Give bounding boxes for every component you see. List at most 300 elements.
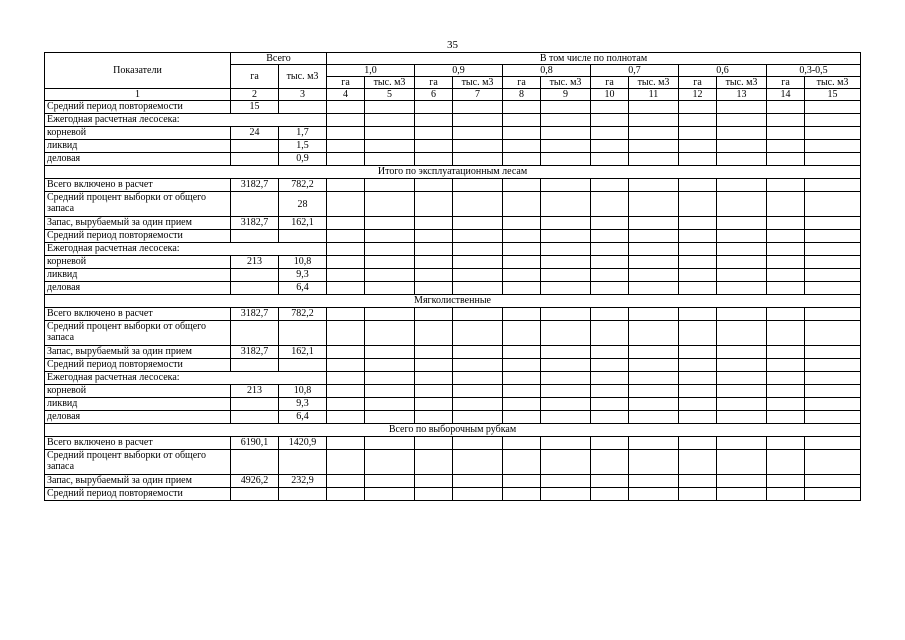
empty-cell (717, 114, 767, 127)
empty-cell (415, 192, 453, 217)
empty-cell (327, 359, 365, 372)
empty-cell (629, 192, 679, 217)
empty-cell (541, 372, 591, 385)
empty-cell (541, 269, 591, 282)
empty-cell (365, 217, 415, 230)
header-density: 0,3-0,5 (767, 65, 861, 77)
empty-cell (365, 437, 415, 450)
empty-cell (591, 475, 629, 488)
empty-cell (503, 359, 541, 372)
empty-cell (629, 359, 679, 372)
section-title: Мягколиственные (45, 295, 861, 308)
empty-cell (679, 346, 717, 359)
empty-cell (679, 269, 717, 282)
empty-cell (503, 140, 541, 153)
total-ha-cell: 213 (231, 256, 279, 269)
table-row (45, 217, 861, 230)
empty-cell (591, 359, 629, 372)
empty-cell (629, 230, 679, 243)
empty-cell (365, 127, 415, 140)
empty-cell (767, 179, 805, 192)
empty-cell (503, 192, 541, 217)
total-m3-cell: 162,1 (279, 346, 327, 359)
table-row (45, 346, 861, 359)
empty-cell (805, 101, 861, 114)
empty-cell (805, 192, 861, 217)
forest-harvest-table (44, 52, 861, 501)
empty-cell (629, 321, 679, 346)
empty-cell (541, 179, 591, 192)
empty-cell (591, 230, 629, 243)
table-row (45, 321, 861, 346)
empty-cell (679, 450, 717, 475)
empty-cell (717, 346, 767, 359)
empty-cell (541, 282, 591, 295)
total-m3-cell (279, 321, 327, 346)
empty-cell (717, 398, 767, 411)
empty-cell (365, 308, 415, 321)
empty-cell (717, 153, 767, 166)
column-number: 1 (45, 89, 231, 101)
empty-cell (717, 488, 767, 501)
empty-cell (629, 127, 679, 140)
empty-cell (629, 282, 679, 295)
column-number: 13 (717, 89, 767, 101)
empty-cell (629, 450, 679, 475)
empty-cell (717, 475, 767, 488)
empty-cell (327, 321, 365, 346)
empty-cell (503, 385, 541, 398)
empty-cell (767, 217, 805, 230)
column-number: 9 (541, 89, 591, 101)
empty-cell (767, 372, 805, 385)
empty-cell (591, 346, 629, 359)
empty-cell (805, 256, 861, 269)
empty-cell (767, 127, 805, 140)
header-density: 0,8 (503, 65, 591, 77)
empty-cell (767, 488, 805, 501)
empty-cell (541, 192, 591, 217)
empty-cell (767, 282, 805, 295)
empty-cell (629, 372, 679, 385)
row-label: Средний процент выборки от общего запаса (45, 321, 231, 346)
header-unit-m3: тыс. м3 (453, 77, 503, 89)
header-unit-ha: га (679, 77, 717, 89)
empty-cell (805, 411, 861, 424)
empty-cell (415, 359, 453, 372)
total-ha-cell: 4926,2 (231, 475, 279, 488)
total-m3-cell: 28 (279, 192, 327, 217)
empty-cell (805, 153, 861, 166)
empty-cell (365, 488, 415, 501)
total-ha-cell (231, 282, 279, 295)
total-m3-cell (279, 230, 327, 243)
row-label: Средний процент выборки от общего запаса (45, 192, 231, 217)
empty-cell (453, 127, 503, 140)
empty-cell (629, 140, 679, 153)
empty-cell (365, 140, 415, 153)
empty-cell (591, 179, 629, 192)
empty-cell (415, 230, 453, 243)
row-label: Средний процент выборки от общего запаса (45, 450, 231, 475)
table-row (45, 437, 861, 450)
empty-cell (679, 179, 717, 192)
empty-cell (767, 321, 805, 346)
total-ha-cell (231, 140, 279, 153)
empty-cell (503, 217, 541, 230)
empty-cell (805, 372, 861, 385)
empty-cell (629, 101, 679, 114)
empty-cell (679, 114, 717, 127)
empty-cell (679, 488, 717, 501)
empty-cell (503, 308, 541, 321)
header-density: 1,0 (327, 65, 415, 77)
empty-cell (453, 450, 503, 475)
table-row (45, 372, 861, 385)
empty-cell (415, 101, 453, 114)
header-unit-m3: тыс. м3 (805, 77, 861, 89)
empty-cell (327, 269, 365, 282)
empty-cell (453, 269, 503, 282)
table-row (45, 192, 861, 217)
total-m3-cell: 162,1 (279, 217, 327, 230)
empty-cell (415, 437, 453, 450)
table-row (45, 140, 861, 153)
empty-cell (591, 450, 629, 475)
empty-cell (629, 114, 679, 127)
section-title: Итого по эксплуатационным лесам (45, 166, 861, 179)
empty-cell (591, 101, 629, 114)
empty-cell (679, 243, 717, 256)
empty-cell (503, 437, 541, 450)
total-m3-cell (279, 359, 327, 372)
empty-cell (503, 230, 541, 243)
empty-cell (591, 269, 629, 282)
header-density: 0,6 (679, 65, 767, 77)
row-label: корневой (45, 385, 231, 398)
empty-cell (365, 385, 415, 398)
empty-cell (717, 256, 767, 269)
empty-cell (327, 437, 365, 450)
empty-cell (541, 230, 591, 243)
empty-cell (503, 243, 541, 256)
empty-cell (365, 269, 415, 282)
empty-cell (453, 140, 503, 153)
empty-cell (679, 282, 717, 295)
empty-cell (365, 475, 415, 488)
total-ha-cell (231, 269, 279, 282)
header-total-m3: тыс. м3 (279, 65, 327, 89)
empty-cell (541, 411, 591, 424)
row-label: Всего включено в расчет (45, 437, 231, 450)
empty-cell (717, 282, 767, 295)
empty-cell (415, 372, 453, 385)
total-ha-cell (231, 450, 279, 475)
column-number: 10 (591, 89, 629, 101)
empty-cell (415, 346, 453, 359)
row-label: деловая (45, 411, 231, 424)
empty-cell (629, 346, 679, 359)
empty-cell (541, 114, 591, 127)
empty-cell (767, 243, 805, 256)
empty-cell (541, 488, 591, 501)
table-row (45, 475, 861, 488)
empty-cell (591, 308, 629, 321)
empty-cell (805, 243, 861, 256)
empty-cell (453, 308, 503, 321)
empty-cell (717, 192, 767, 217)
header-unit-ha: га (415, 77, 453, 89)
total-ha-cell: 213 (231, 385, 279, 398)
empty-cell (327, 256, 365, 269)
empty-cell (365, 282, 415, 295)
empty-cell (453, 488, 503, 501)
empty-cell (415, 321, 453, 346)
empty-cell (453, 192, 503, 217)
empty-cell (805, 346, 861, 359)
empty-cell (591, 153, 629, 166)
empty-cell (327, 488, 365, 501)
table-row (45, 269, 861, 282)
row-label: Запас, вырубаемый за один прием (45, 217, 231, 230)
empty-cell (767, 308, 805, 321)
empty-cell (591, 398, 629, 411)
empty-cell (629, 308, 679, 321)
header-unit-ha: га (767, 77, 805, 89)
total-m3-cell: 1420,9 (279, 437, 327, 450)
empty-cell (591, 385, 629, 398)
empty-cell (679, 372, 717, 385)
empty-cell (767, 269, 805, 282)
header-total-ha: га (231, 65, 279, 89)
empty-cell (679, 475, 717, 488)
table-row (45, 230, 861, 243)
table-row (45, 256, 861, 269)
total-m3-cell (279, 101, 327, 114)
empty-cell (767, 450, 805, 475)
empty-cell (717, 359, 767, 372)
empty-cell (503, 153, 541, 166)
empty-cell (805, 475, 861, 488)
empty-cell (453, 114, 503, 127)
empty-cell (503, 346, 541, 359)
empty-cell (503, 179, 541, 192)
row-label: Средний период повторяемости (45, 101, 231, 114)
empty-cell (327, 114, 365, 127)
empty-cell (453, 256, 503, 269)
total-ha-cell (231, 230, 279, 243)
table-row (45, 359, 861, 372)
empty-cell (767, 411, 805, 424)
row-label: ликвид (45, 398, 231, 411)
empty-cell (327, 101, 365, 114)
section-row (45, 295, 861, 308)
empty-cell (805, 269, 861, 282)
empty-cell (327, 398, 365, 411)
empty-cell (717, 140, 767, 153)
empty-cell (365, 398, 415, 411)
empty-cell (503, 114, 541, 127)
row-label: Всего включено в расчет (45, 308, 231, 321)
empty-cell (679, 256, 717, 269)
empty-cell (591, 437, 629, 450)
empty-cell (415, 308, 453, 321)
row-label: Ежегодная расчетная лесосека: (45, 243, 327, 256)
total-m3-cell: 782,2 (279, 308, 327, 321)
column-number: 12 (679, 89, 717, 101)
empty-cell (415, 282, 453, 295)
empty-cell (453, 372, 503, 385)
table-row (45, 488, 861, 501)
empty-cell (327, 230, 365, 243)
header-unit-ha: га (327, 77, 365, 89)
empty-cell (453, 437, 503, 450)
empty-cell (327, 127, 365, 140)
empty-cell (365, 153, 415, 166)
table-row (45, 114, 861, 127)
empty-cell (805, 140, 861, 153)
column-number: 7 (453, 89, 503, 101)
empty-cell (541, 243, 591, 256)
empty-cell (541, 217, 591, 230)
empty-cell (629, 153, 679, 166)
header-unit-m3: тыс. м3 (541, 77, 591, 89)
empty-cell (629, 269, 679, 282)
empty-cell (805, 179, 861, 192)
row-label: Средний период повторяемости (45, 230, 231, 243)
row-label: Запас, вырубаемый за один прием (45, 346, 231, 359)
empty-cell (805, 359, 861, 372)
empty-cell (453, 398, 503, 411)
empty-cell (415, 411, 453, 424)
empty-cell (365, 411, 415, 424)
empty-cell (717, 243, 767, 256)
empty-cell (591, 243, 629, 256)
row-label: Ежегодная расчетная лесосека: (45, 372, 327, 385)
header-unit-m3: тыс. м3 (365, 77, 415, 89)
empty-cell (365, 372, 415, 385)
total-ha-cell (231, 398, 279, 411)
empty-cell (767, 192, 805, 217)
empty-cell (503, 475, 541, 488)
row-label: корневой (45, 256, 231, 269)
empty-cell (327, 217, 365, 230)
empty-cell (415, 269, 453, 282)
empty-cell (541, 153, 591, 166)
empty-cell (679, 153, 717, 166)
empty-cell (717, 127, 767, 140)
empty-cell (503, 488, 541, 501)
row-label: деловая (45, 282, 231, 295)
empty-cell (415, 256, 453, 269)
header-unit-m3: тыс. м3 (629, 77, 679, 89)
table-row (45, 243, 861, 256)
empty-cell (717, 385, 767, 398)
total-m3-cell: 1,7 (279, 127, 327, 140)
section-row (45, 166, 861, 179)
empty-cell (453, 243, 503, 256)
empty-cell (591, 488, 629, 501)
empty-cell (717, 450, 767, 475)
total-m3-cell: 10,8 (279, 256, 327, 269)
empty-cell (541, 475, 591, 488)
empty-cell (679, 411, 717, 424)
empty-cell (453, 282, 503, 295)
header-indicator: Показатели (45, 53, 231, 89)
total-m3-cell: 6,4 (279, 282, 327, 295)
empty-cell (327, 282, 365, 295)
total-ha-cell (231, 153, 279, 166)
empty-cell (629, 475, 679, 488)
empty-cell (453, 179, 503, 192)
total-m3-cell: 232,9 (279, 475, 327, 488)
empty-cell (767, 475, 805, 488)
empty-cell (805, 308, 861, 321)
table-row (45, 398, 861, 411)
empty-cell (327, 308, 365, 321)
empty-cell (503, 450, 541, 475)
total-ha-cell: 15 (231, 101, 279, 114)
empty-cell (591, 192, 629, 217)
empty-cell (503, 398, 541, 411)
empty-cell (453, 385, 503, 398)
row-label: корневой (45, 127, 231, 140)
empty-cell (365, 450, 415, 475)
empty-cell (717, 269, 767, 282)
empty-cell (327, 243, 365, 256)
empty-cell (541, 321, 591, 346)
empty-cell (453, 321, 503, 346)
total-ha-cell (231, 321, 279, 346)
empty-cell (805, 217, 861, 230)
table-row (45, 153, 861, 166)
empty-cell (679, 217, 717, 230)
total-ha-cell: 3182,7 (231, 179, 279, 192)
empty-cell (805, 127, 861, 140)
empty-cell (415, 488, 453, 501)
empty-cell (327, 153, 365, 166)
empty-cell (327, 179, 365, 192)
column-number: 3 (279, 89, 327, 101)
empty-cell (767, 346, 805, 359)
row-label: ликвид (45, 269, 231, 282)
column-number: 2 (231, 89, 279, 101)
empty-cell (805, 450, 861, 475)
table-row (45, 179, 861, 192)
empty-cell (327, 385, 365, 398)
row-label: Средний период повторяемости (45, 359, 231, 372)
table-row (45, 308, 861, 321)
empty-cell (365, 179, 415, 192)
column-number: 8 (503, 89, 541, 101)
empty-cell (805, 230, 861, 243)
empty-cell (503, 411, 541, 424)
total-m3-cell: 9,3 (279, 398, 327, 411)
column-number: 14 (767, 89, 805, 101)
empty-cell (591, 372, 629, 385)
empty-cell (805, 398, 861, 411)
empty-cell (805, 282, 861, 295)
empty-cell (805, 488, 861, 501)
page-number: 35 (447, 39, 458, 51)
empty-cell (327, 372, 365, 385)
empty-cell (415, 385, 453, 398)
header-unit-m3: тыс. м3 (717, 77, 767, 89)
empty-cell (717, 308, 767, 321)
empty-cell (503, 101, 541, 114)
empty-cell (503, 269, 541, 282)
empty-cell (415, 217, 453, 230)
